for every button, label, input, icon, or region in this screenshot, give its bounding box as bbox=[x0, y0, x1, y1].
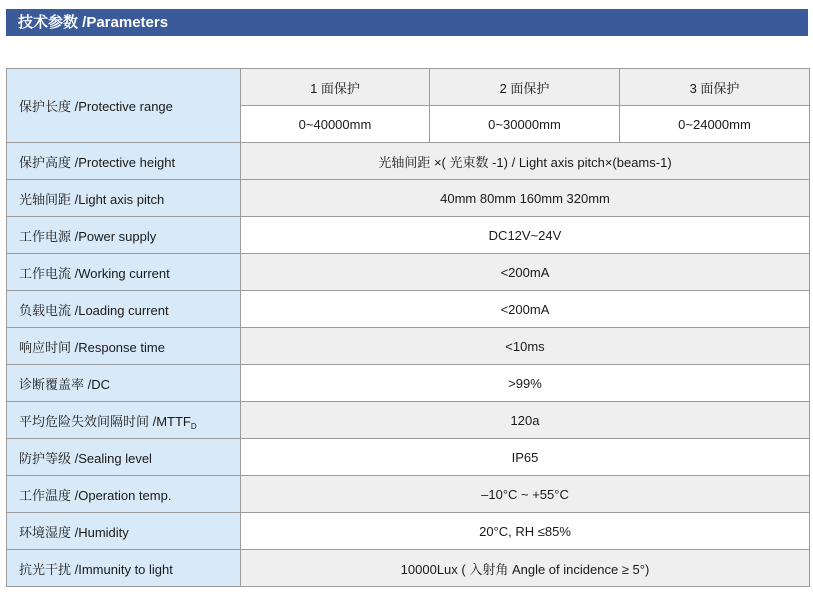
table-row bbox=[7, 513, 810, 550]
row-label: 环境湿度 /Humidity bbox=[7, 513, 241, 550]
row-value: <200mA bbox=[241, 254, 810, 291]
parameters-table bbox=[6, 68, 810, 587]
table-row bbox=[7, 365, 810, 402]
row-value: 120a bbox=[241, 402, 810, 439]
face-1-range: 0~40000mm bbox=[241, 106, 430, 143]
row-label: 工作电流 /Working current bbox=[7, 254, 241, 291]
row-label: 抗光干扰 /Immunity to light bbox=[7, 550, 241, 587]
row-label: 防护等级 /Sealing level bbox=[7, 439, 241, 476]
row-label: 保护高度 /Protective height bbox=[7, 143, 241, 180]
table-row bbox=[7, 402, 810, 439]
row-value: 40mm 80mm 160mm 320mm bbox=[241, 180, 810, 217]
row-value: 光轴间距 ×( 光束数 -1) / Light axis pitch×(beams-1) bbox=[241, 143, 810, 180]
table-row bbox=[7, 550, 810, 587]
row-label: 工作电源 /Power supply bbox=[7, 217, 241, 254]
table-row bbox=[7, 217, 810, 254]
row-label: 诊断覆盖率 /DC bbox=[7, 365, 241, 402]
table-row bbox=[7, 439, 810, 476]
row-label bbox=[7, 402, 241, 439]
table-row bbox=[7, 291, 810, 328]
face-3-range: 0~24000mm bbox=[620, 106, 810, 143]
row-value: –10°C ~ +55°C bbox=[241, 476, 810, 513]
face-3-header: 3 面保护 bbox=[620, 69, 810, 106]
row-label: 光轴间距 /Light axis pitch bbox=[7, 180, 241, 217]
table-row bbox=[7, 254, 810, 291]
row-value: <200mA bbox=[241, 291, 810, 328]
row-value: 20°C, RH ≤85% bbox=[241, 513, 810, 550]
face-2-header: 2 面保护 bbox=[430, 69, 620, 106]
row-label: 响应时间 /Response time bbox=[7, 328, 241, 365]
face-1-header: 1 面保护 bbox=[241, 69, 430, 106]
face-2-range: 0~30000mm bbox=[430, 106, 620, 143]
table-row bbox=[7, 180, 810, 217]
row-label: 工作温度 /Operation temp. bbox=[7, 476, 241, 513]
row-value: >99% bbox=[241, 365, 810, 402]
row-label: 负载电流 /Loading current bbox=[7, 291, 241, 328]
row-value: IP65 bbox=[241, 439, 810, 476]
row-label-subscript: D bbox=[190, 421, 197, 431]
section-title: 技术参数 /Parameters bbox=[6, 9, 808, 36]
table-row bbox=[7, 69, 810, 106]
protective-range-label: 保护长度 /Protective range bbox=[7, 69, 241, 143]
table-row bbox=[7, 143, 810, 180]
table-row bbox=[7, 476, 810, 513]
row-value: DC12V~24V bbox=[241, 217, 810, 254]
row-value: 10000Lux ( 入射角 Angle of incidence ≥ 5°) bbox=[241, 550, 810, 587]
table-row bbox=[7, 328, 810, 365]
row-label-text: 平均危险失效间隔时间 /MTTF bbox=[19, 413, 191, 429]
row-value: <10ms bbox=[241, 328, 810, 365]
